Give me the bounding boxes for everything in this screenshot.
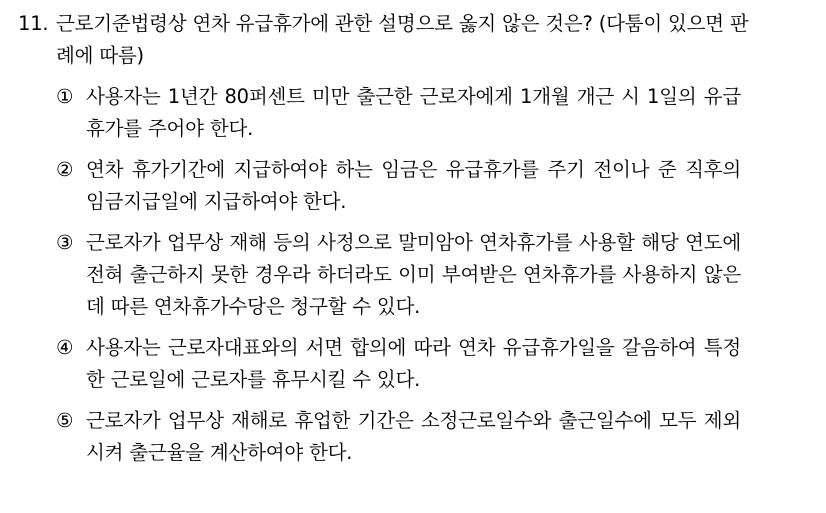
choice-marker-5: ⑤ — [56, 409, 74, 433]
choice-marker-2: ② — [56, 158, 74, 182]
choice-5[interactable] — [56, 405, 808, 468]
choice-4[interactable] — [56, 332, 808, 395]
question-text: 근로기준법령상 연차 유급휴가에 관한 설명으로 옳지 않은 것은? (다툼이 있으면 판례에 따름) — [56, 12, 749, 67]
question-block — [18, 8, 808, 71]
choice-text-4: 사용자는 근로자대표와의 서면 합의에 따라 연차 유급휴가일을 갈음하여 특정한 근로일에 근로자를 휴무시킬 수 있다. — [86, 336, 741, 391]
choice-text-3: 근로자가 업무상 재해 등의 사정으로 말미암아 연차휴가를 사용할 해당 연도에 전혀 출근하지 못한 경우라 하더라도 이미 부여받은 연차휴가를 사용하지 않은 데 따른 연차휴가수당은 청구할 수 있다. — [86, 231, 741, 318]
choice-2[interactable] — [56, 154, 808, 217]
choice-text-5: 근로자가 업무상 재해로 휴업한 기간은 소정근로일수와 출근일수에 모두 제외시켜 출근율을 계산하여야 한다. — [86, 409, 741, 464]
choice-text-1: 사용자는 1년간 80퍼센트 미만 출근한 근로자에게 1개월 개근 시 1일의 유급휴가를 주어야 한다. — [86, 85, 741, 140]
choice-text-2: 연차 휴가기간에 지급하여야 하는 임금은 유급휴가를 주기 전이나 준 직후의 임금지급일에 지급하여야 한다. — [86, 158, 741, 213]
choice-1[interactable] — [56, 81, 808, 144]
choice-marker-4: ④ — [56, 336, 74, 360]
choice-marker-3: ③ — [56, 231, 74, 255]
question-number: 11. — [18, 12, 49, 35]
choice-3[interactable] — [56, 227, 808, 322]
choice-marker-1: ① — [56, 85, 74, 109]
choice-list — [18, 81, 808, 468]
